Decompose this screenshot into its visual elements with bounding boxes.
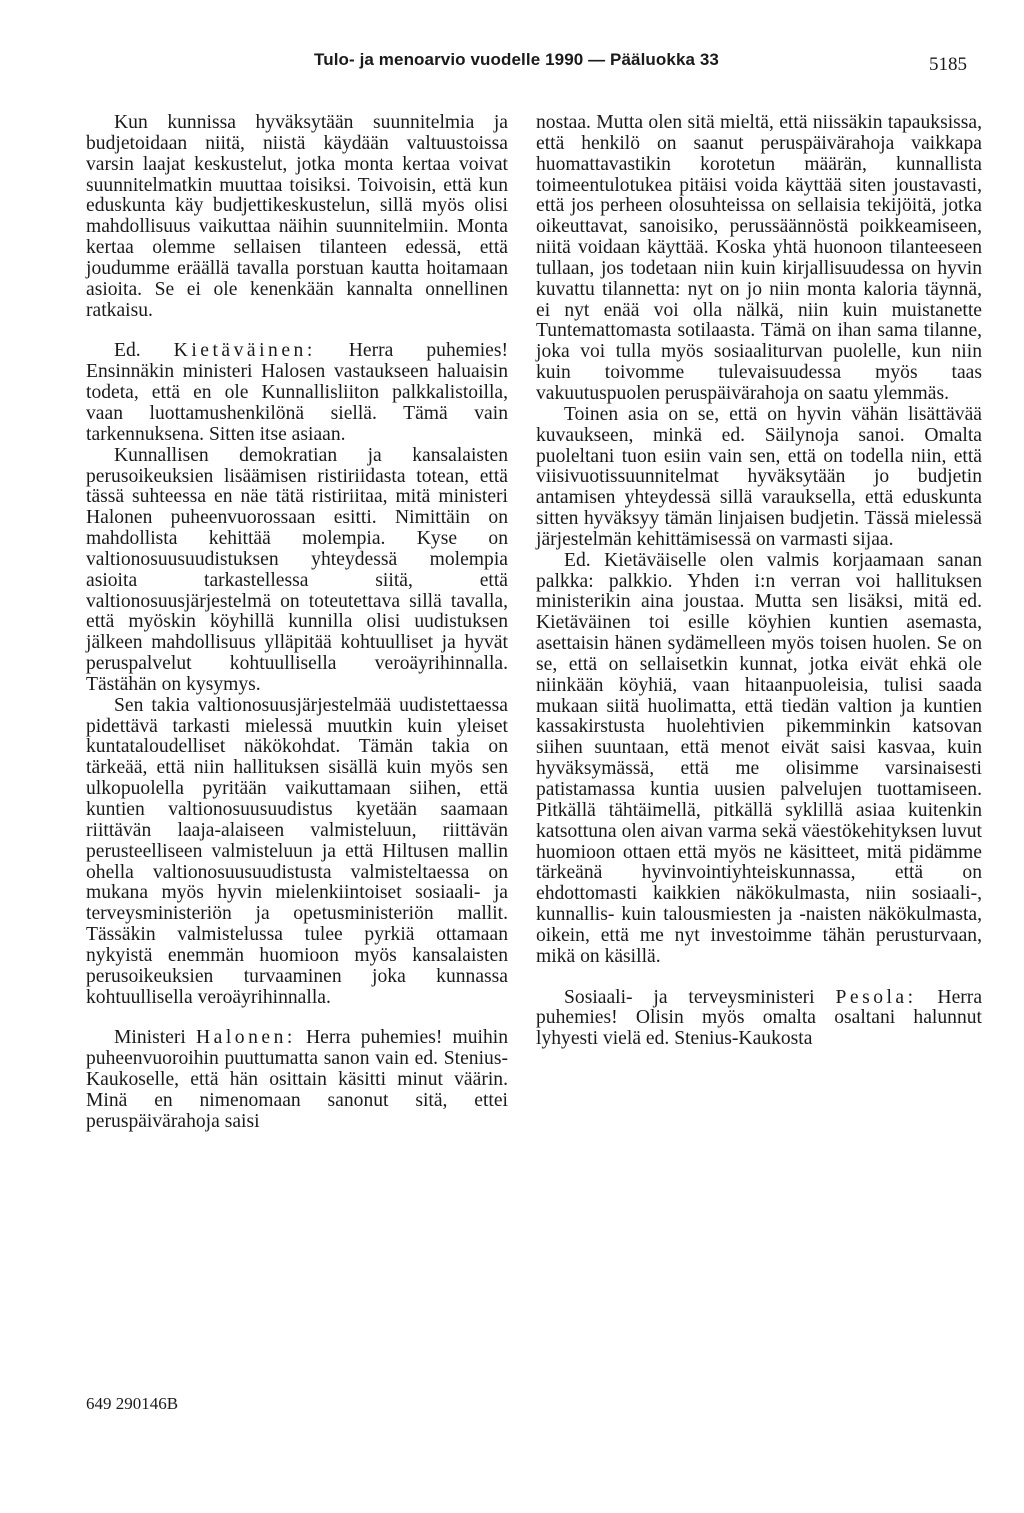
speech-text: Herra puhemies! Olisin myös omalta osaltani halunnut lyhyesti vielä ed. Stenius-Kaukosta <box>536 986 983 1050</box>
paragraph: Sen takia valtionosuusjärjestelmää uudistettaessa pidettävä tarkasti mielessä muutkin kuin yleiset kuntataloudelliset näkökohdat. Tämän takia on tärkeää, että niin hallituksen sisällä kuin myös sen ulkopuolella pyritään vaikuttamaan siihen, että kuntien valtionosuusuudistus kyetään saamaan riittävän laaja-alaiseen valmisteluun, riittävän perusteelliseen valmisteluun ja että Hiltusen mallin ohella valtionosuusuudistusta valmisteltaessa on mukana myös hyvin mielenkiintoiset sosiaali- ja terveysministeriön ja opetusministeriön mallit. Tässäkin valmistelussa tulee pyrkiä ottamaan nykyistä enemmän huomioon myös kansalaisten perusoikeuksien turvaaminen joka kunnassa kohtuullisella veroäyrihinnalla. <box>86 694 508 1008</box>
speech-paragraph <box>86 1028 508 1132</box>
paragraph: Ed. Kietäväiselle olen valmis korjaamaan sanan palkka: palkkio. Yhden i:n verran voi hallituksen ministerikin aina joustaa. Mutta sen lisäksi, mitä ed. Kietäväinen toi esille köyhien kuntien asemasta, asettaisin hänen sydämelleen myös toisen huolen. Se on se, että on sellaisetkin kunnat, jotka eivät ehkä ole niinkään köyhiä, vaan hitaanpuoleisia, tulisi saada mukaan siitä huolimatta, että tiedän valtion ja kuntien kassakirstusta huolehtivien pikemminkin katsovan siihen suuntaan, että menot eivät saisi kasvaa, kuin hyväksymässä, että me olisimme varsinaisesti patistamassa kuntia uusien palvelujen tuottamiseen. Pitkällä tähtäimellä, pitkällä syklillä asiaa kuitenkin katsottuna olen aivan varma sekä väestökehityksen luvut huomioon ottaen että myös ne käsitteet, mitä pidämme tärkeänä hyvinvointiyhteiskunnassa, että on ehdottomasti kaikkien näkökulmasta, niin sosiaali-, kunnallis- kuin talousmiesten ja -naisten näkökulmasta, oikein, että me nyt investoimme tähän perusturvaan, mikä on käsillä. <box>536 549 982 967</box>
speaker-name: Pesola: <box>835 986 917 1008</box>
speaker-name: Kietäväinen: <box>173 340 316 362</box>
paragraph: Toinen asia on se, että on hyvin vähän lisättävää kuvaukseen, minkä ed. Säilynoja sanoi. Omalta puoleltani tuon esiin vain sen, että on todella niin, että viisivuotissuunnitelmat hyväksytään jo budjetin antamisen yhteydessä sillä varauksella, että eduskunta sitten hyväksyy tämän linjaisen budjetin. Tässä mielessä järjestelmän kehittämisessä on varmasti sijaa. <box>536 403 982 550</box>
running-title: Tulo- ja menoarvio vuodelle 1990 — Pääluokka 33 <box>314 50 719 69</box>
paragraph: Kun kunnissa hyväksytään suunnitelmia ja budjetoidaan niitä, niistä käydään valtuustoissa varsin laajat keskustelut, jotka monta kertaa voivat suunnitelmatkin muuttaa toisiksi. Toivoisin, että kun eduskunta käy budjettikeskustelun, sillä myös olisi mahdollisuus vaikuttaa näihin suunnitelmiin. Monta kertaa olemme sellaisen tilanteen edessä, että joudumme eräällä tavalla porstuan kautta hoitamaan asioita. Se ei ole kenenkään kannalta onnellinen ratkaisu. <box>86 112 508 321</box>
paragraph: Kunnallisen demokratian ja kansalaisten perusoikeuksien lisäämisen ristiriidasta totean, että tässä suhteessa en näe tätä ristiriitaa, mitä ministeri Halonen puheenvuorossaan esitti. Nimittäin on mahdollista kehittää molempia. Kyse on valtionosuusuudistuksen yhteydessä molempia asioita tarkastellessa siitä, että valtionosuusjärjestelmä on toteutettava sillä tavalla, että myöskin köyhillä kunnilla olisi uudistuksen jälkeen mahdollisuus ylläpitää kohtuulliset ja hyvät peruspalvelut kohtuullisella veroäyrihinnalla. Tästähän on kysymys. <box>86 444 508 695</box>
speaker-prefix: Ed. <box>114 340 141 362</box>
speaker-name: Halonen: <box>196 1027 296 1049</box>
paragraph-continued: nostaa. Mutta olen sitä mieltä, että niissäkin tapauksissa, että henkilö on saanut peruspäivärahoja vaikkapa huomattavastikin korotetun määrän, kunnallista toimeentulotukea pitäisi voida käyttää siten joustavasti, että jos perheen olosuhteissa on sellaisia tekijöitä, jotka oikeuttavat, sanoisiko, perussäännöstä poikkeamiseen, niitä voidaan käyttää. Koska yhtä huonoon tilanteeseen tullaan, jos todetaan niin kuin kirjallisuudessa on hyvin kuvattu tilannetta: nyt on jo niin monta kaloria täynnä, ei nyt enää voi olla nälkä, niin kuin muistanette Tuntemattomasta sotilaasta. Tämä on ihan sama tilanne, joka voi tulla myös sosiaaliturvan puolelle, kun niin kuin toivomme tulevaisuudessa myös taas vakuutuspuolen peruspäivärahoja on saatu ylemmäs. <box>536 112 982 404</box>
speaker-prefix: Sosiaali- ja terveysministeri <box>564 986 815 1008</box>
print-code: 649 290146B <box>86 1394 179 1413</box>
page-header <box>0 50 1024 80</box>
speech-text: Herra puhemies! Ensinnäkin ministeri Halosen vastaukseen haluaisin todeta, että en ole Kunnallisliiton palkkalistoilla, vaan luottamushenkilönä siellä. Tämä vain tarkennuksena. Sitten itse asiaan. <box>86 340 508 445</box>
right-column <box>536 113 982 1050</box>
left-column <box>86 113 508 1133</box>
speech-paragraph <box>86 341 508 445</box>
speech-text: Herra puhemies! muihin puheenvuoroihin puuttumatta sanon vain ed. Stenius-Kaukoselle, että hän osittain käsitti minut väärin. Minä en nimenomaan sanonut sitä, ettei peruspäivärahoja saisi <box>86 1027 509 1132</box>
speech-paragraph <box>536 988 982 1051</box>
page-number: 5185 <box>929 54 967 75</box>
speaker-prefix: Ministeri <box>114 1027 186 1049</box>
